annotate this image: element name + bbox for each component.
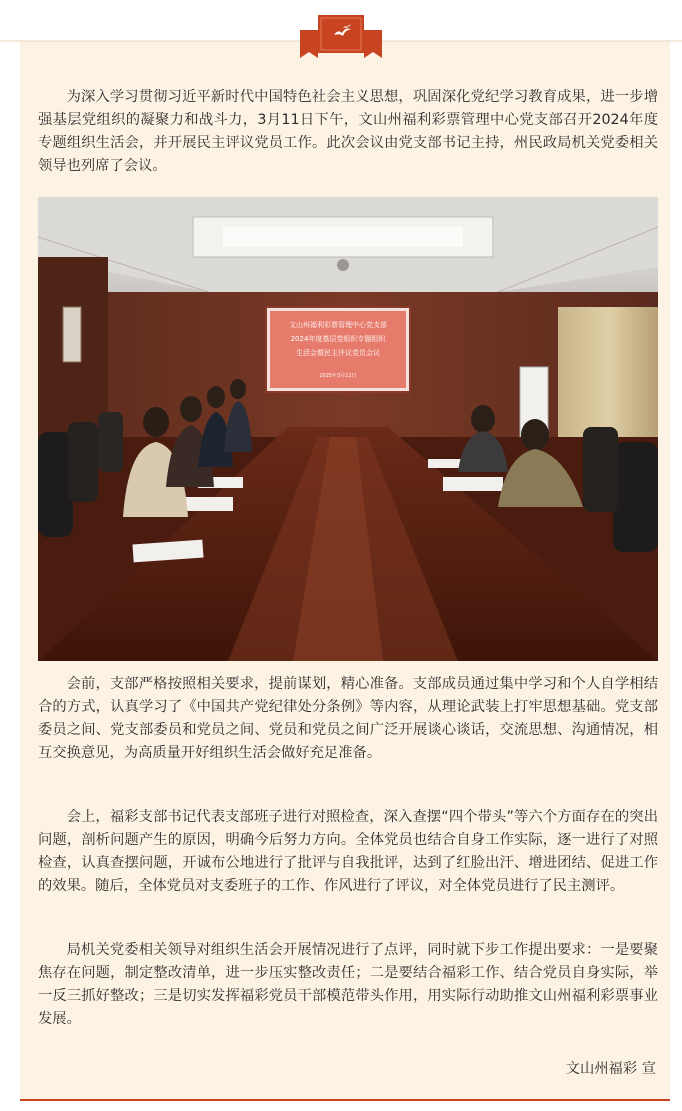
bottom-divider bbox=[20, 1099, 670, 1101]
article-signature: 文山州福彩 宣 bbox=[565, 1061, 656, 1077]
screen-line-2: 2024年度基层党组织专题组织 bbox=[290, 335, 386, 343]
article-paragraph-2: 会前，支部严格按照相关要求，提前谋划，精心准备。支部成员通过集中学习和个人自学相结合的方式，认真学习了《中国共产党纪律处分条例》等内容，从理论武装上打牢思想基础。党支部委员之间、党支部委员和党员之间、党员和党员之间广泛开展谈心谈话，交流思想、沟通情况，相互交换意见，为高质量开好组织生活会做好充足准备。 bbox=[38, 676, 658, 761]
header-ribbon-icon bbox=[0, 0, 682, 60]
screen-line-3: 生活会暨民主评议党员会议 bbox=[296, 349, 380, 357]
screen-line-1: 文山州福利彩票管理中心党支部 bbox=[289, 321, 387, 329]
article-paragraph-1: 为深入学习贯彻习近平新时代中国特色社会主义思想，巩固深化党纪学习教育成果，进一步增强基层党组织的凝聚力和战斗力，3月11日下午，文山州福利彩票管理中心党支部召开2024年度专题组织生活会，并开展民主评议党员工作。此次会议由党支部书记主持，州民政局机关党委相关领导也列席了会议。 bbox=[38, 89, 658, 174]
article-paragraph-4: 局机关党委相关领导对组织生活会开展情况进行了点评，同时就下步工作提出要求：一是要聚焦存在问题，制定整改清单，进一步压实整改责任；二是要结合福彩工作、结合党员自身实际，举一反三抓好整改；三是切实发挥福彩党员干部模范带头作用，用实际行动助推文山州福利彩票事业发展。 bbox=[38, 942, 658, 1027]
meeting-photo bbox=[38, 197, 658, 661]
article-paragraph-3: 会上，福彩支部书记代表支部班子进行对照检查，深入查摆“四个带头”等六个方面存在的突出问题，剖析问题产生的原因，明确今后努力方向。全体党员也结合自身工作实际，逐一进行了对照检查，认真查摆问题，开诚布公地进行了批评与自我批评，达到了红脸出汗、增进团结、促进工作的效果。随后，全体党员对支委班子的工作、作风进行了评议，对全体党员进行了民主测评。 bbox=[38, 809, 658, 894]
screen-date: 2025年3月11日 bbox=[319, 373, 357, 379]
